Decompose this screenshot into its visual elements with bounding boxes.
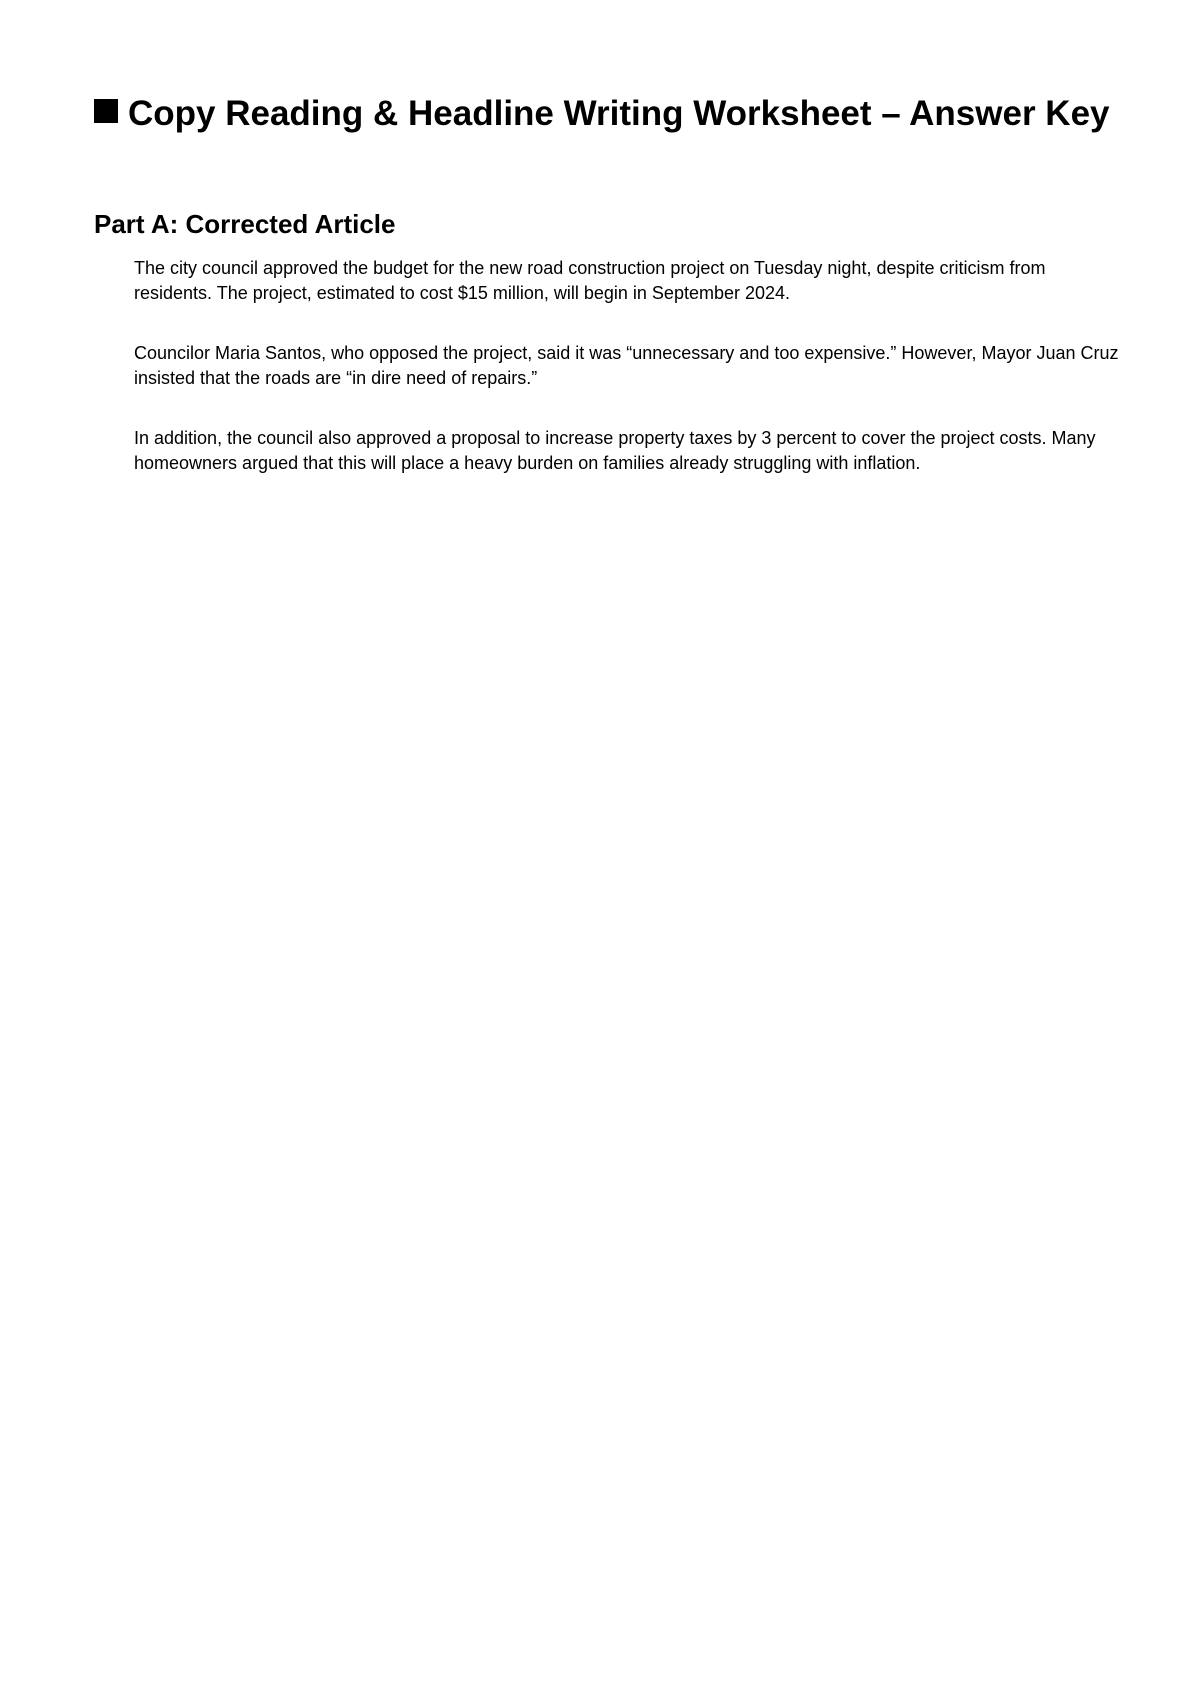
article-paragraph-2: Councilor Maria Santos, who opposed the project, said it was “unnecessary and too expensive.” However, Mayor Juan Cruz insisted that the roads are “in dire need of repairs.”	[134, 343, 1119, 388]
section-heading-part-a: Part A: Corrected Article	[94, 209, 396, 239]
article-paragraph-3: In addition, the council also approved a proposal to increase property taxes by 3 percent to cover the project costs. Many homeowners argued that this will place a heavy burden on families already struggling with inflation.	[134, 428, 1096, 473]
square-bullet-icon	[94, 99, 118, 123]
corrected-article	[134, 256, 1120, 511]
page-title	[94, 92, 1114, 136]
page-title-text: Copy Reading & Headline Writing Worksheet – Answer Key	[128, 94, 1110, 133]
article-paragraph-1: The city council approved the budget for the new road construction project on Tuesday night, despite criticism from residents. The project, estimated to cost $15 million, will begin in September 2024.	[134, 258, 1046, 303]
